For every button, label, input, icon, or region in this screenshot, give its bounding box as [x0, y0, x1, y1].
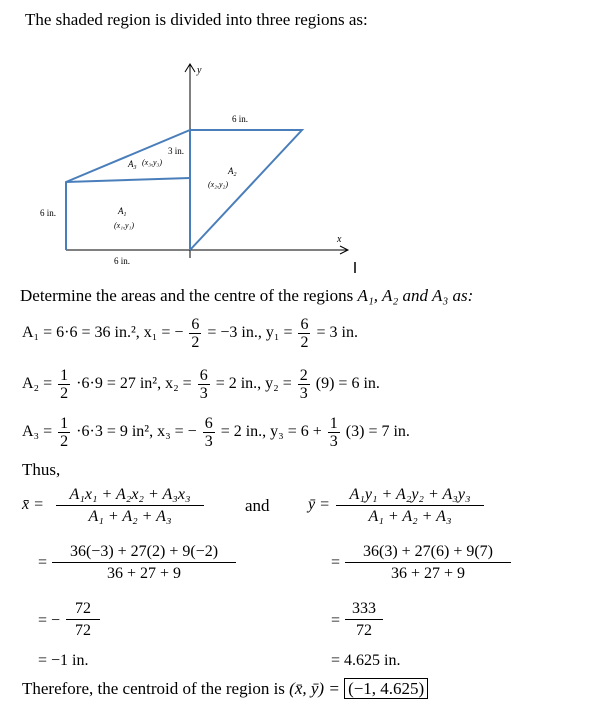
region-figure	[30, 58, 370, 273]
dim-bottom-label: 6 in.	[114, 256, 131, 266]
x-step1-eq-sign: =	[38, 554, 48, 571]
xbar-formula-frac	[56, 486, 204, 526]
eq3-end: (3) = 7 in.	[345, 423, 410, 441]
ybar-denominator: A₁ + A₂ + A₃	[368, 508, 452, 525]
y-step1-frac	[345, 543, 511, 583]
determine-text: Determine the areas and the centre of the regions	[20, 286, 354, 305]
x-step2-frac	[66, 600, 100, 640]
a3-divider	[66, 178, 190, 182]
eq2-mid: ·6·9 = 27 in², x₂ =	[76, 375, 192, 393]
conclusion-text: Therefore, the centroid of the region is	[22, 679, 285, 698]
eq2-mid2: = 2 in., y₂ =	[215, 375, 292, 393]
determine-line	[20, 286, 473, 306]
eq3-mid2: = 2 in., y₃ = 6 +	[220, 423, 322, 441]
determine-vars: A₁, A₂ and A₃ as:	[357, 286, 474, 305]
eq1-frac-x: $\frac{6}{2}$	[191, 316, 200, 351]
eq2-frac-x: $\frac{6}{3}$	[199, 367, 208, 402]
eq1-end: = 3 in.	[316, 324, 358, 342]
conclusion-line	[22, 679, 428, 699]
eq3-frac-area: $\frac{1}{2}$	[60, 415, 69, 450]
area-eq-2	[22, 367, 380, 402]
eq2-end: (9) = 6 in.	[315, 375, 380, 393]
y-axis-label: y	[197, 65, 202, 76]
y-step2-eq-sign: =	[331, 612, 341, 629]
conclusion-equation: (x̄, ȳ) =	[289, 679, 340, 698]
eq1-frac-y: $\frac{6}{2}$	[300, 316, 309, 351]
y-step1-numerator: 36(3) + 27(6) + 9(7)	[345, 543, 511, 563]
y-step2-numerator: 333	[345, 600, 383, 620]
x-result: = −1 in.	[38, 652, 89, 669]
xbar-denominator: A₁ + A₂ + A₃	[88, 508, 172, 525]
a1-label: $A_1$	[118, 206, 127, 218]
eq1-lhs: A₁ = 6·6 = 36 in.², x₁ = −	[22, 324, 184, 342]
xbar-label: x̄ =	[22, 496, 44, 513]
y-step2-denominator: 72	[356, 622, 372, 639]
eq2-frac-y: $\frac{2}{3}$	[299, 367, 308, 402]
eq3-lhs: A₃ =	[22, 423, 53, 441]
eq3-frac-y: $\frac{1}{3}$	[329, 415, 338, 450]
x-step2-numerator: 72	[66, 600, 100, 620]
eq3-mid: ·6·3 = 9 in², x₃ = −	[76, 423, 197, 441]
ybar-formula-frac	[336, 486, 484, 526]
ybar-numerator: A₁y₁ + A₂y₂ + A₃y₃	[336, 486, 484, 506]
eq2-lhs: A₂ =	[22, 375, 53, 393]
intro-text: The shaded region is divided into three regions as:	[25, 10, 368, 29]
y-step1-denominator: 36 + 27 + 9	[390, 565, 466, 582]
x-axis-label: x	[337, 234, 342, 245]
y-step1-eq-sign: =	[331, 554, 341, 571]
y-result: = 4.625 in.	[331, 652, 401, 669]
xbar-numerator: A₁x₁ + A₂x₂ + A₃x₃	[56, 486, 204, 506]
eq1-mid: = −3 in., y₁ =	[207, 324, 293, 342]
area-eq-1	[22, 316, 358, 351]
a2-label: $A_2$	[228, 166, 237, 178]
eq3-frac-x: $\frac{6}{3}$	[204, 415, 213, 450]
dim-top-label: 6 in.	[232, 114, 249, 124]
dim-3-label: 3 in.	[168, 146, 185, 156]
thus-text: Thus,	[22, 460, 61, 479]
region-a2-outline	[190, 130, 302, 250]
a3-coord-label: (x₃,y₃)	[142, 158, 162, 167]
a3-label: $A_3$	[128, 159, 137, 171]
area-eq-3	[22, 415, 410, 450]
x-step1-denominator: 36 + 27 + 9	[106, 565, 182, 582]
ybar-label: ȳ =	[308, 496, 330, 513]
answer-box: (−1, 4.625)	[344, 678, 428, 699]
x-step2-denominator: 72	[75, 622, 91, 639]
a2-coord-label: (x₂,y₂)	[208, 180, 228, 189]
x-step2-sign: = −	[38, 612, 61, 629]
x-step1-frac	[52, 543, 236, 583]
x-step1-numerator: 36(−3) + 27(2) + 9(−2)	[52, 543, 236, 563]
y-step2-frac	[345, 600, 383, 640]
and-text: and	[245, 496, 270, 515]
eq2-frac-area: $\frac{1}{2}$	[60, 367, 69, 402]
a1-coord-label: (x₁,y₁)	[114, 221, 134, 230]
dim-left-label: 6 in.	[40, 208, 57, 218]
